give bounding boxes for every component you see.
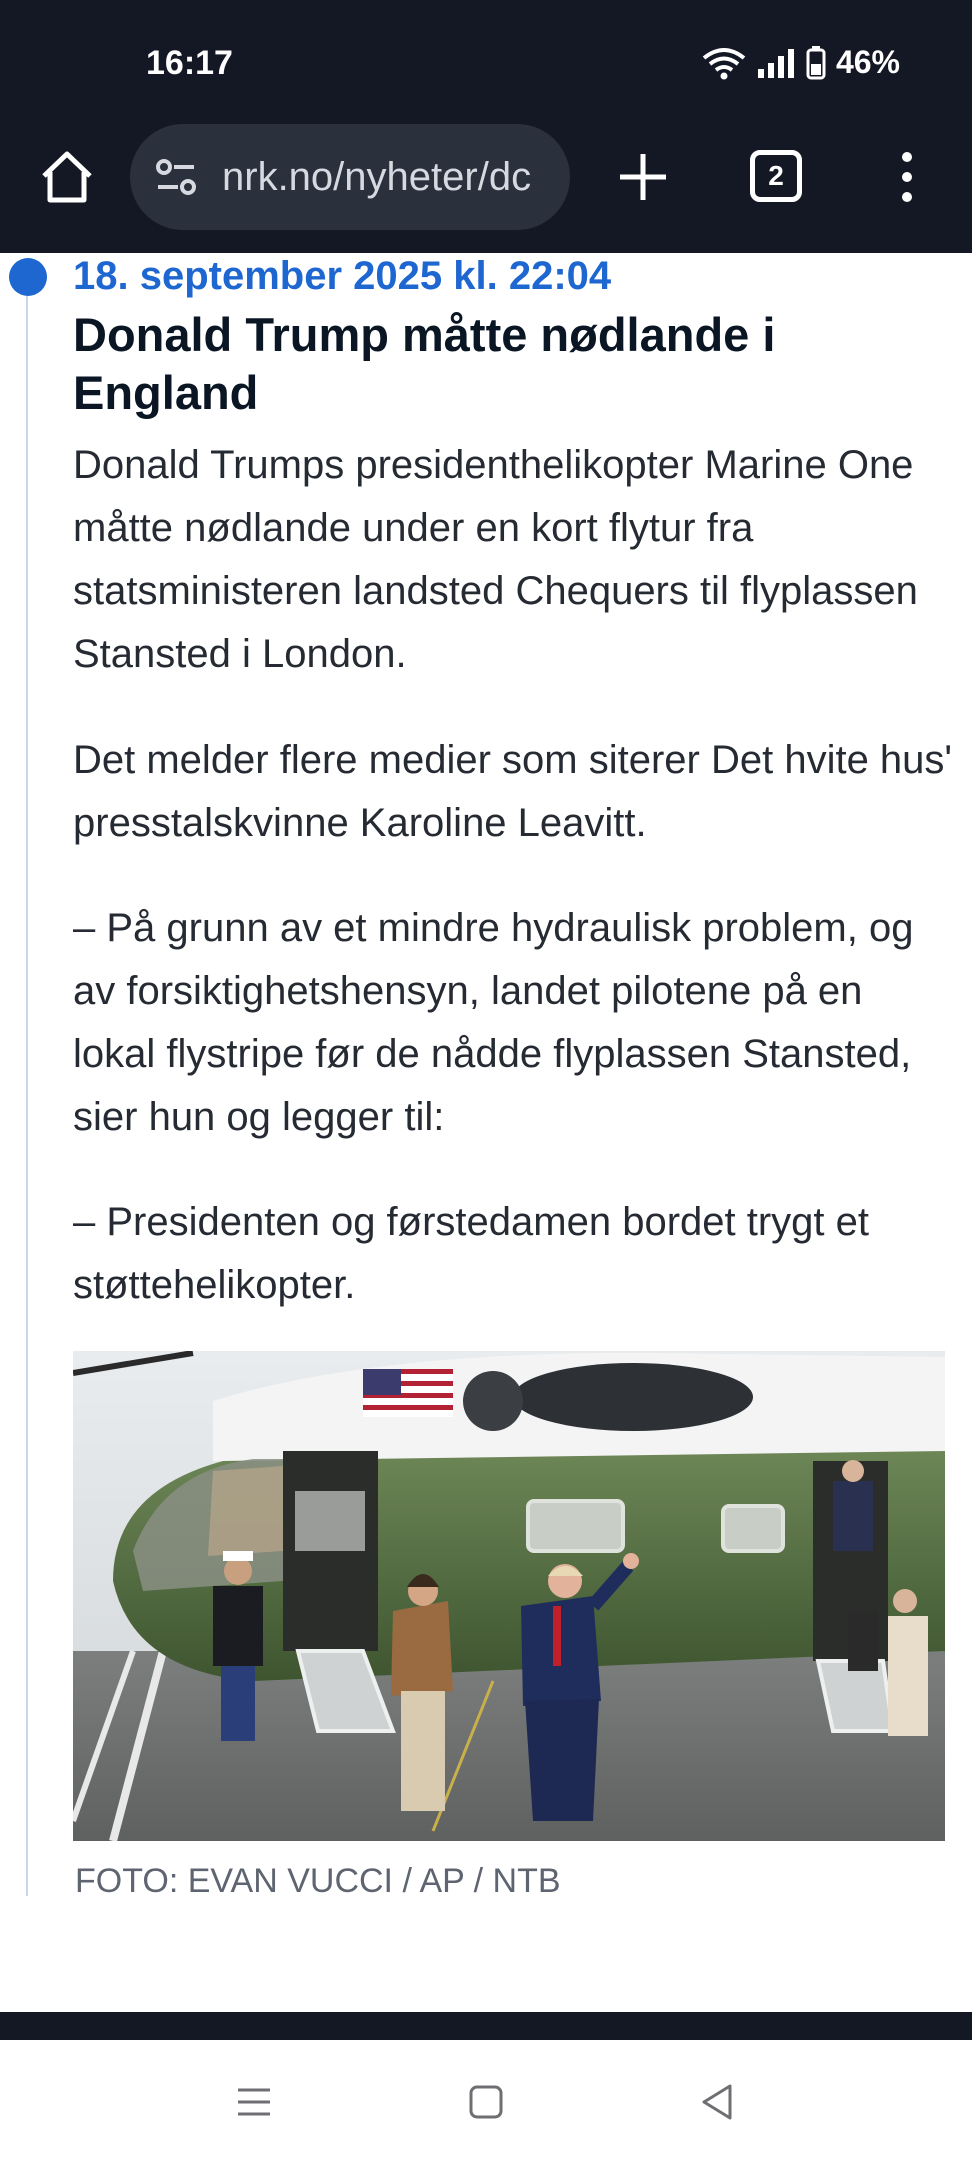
tab-count: 2: [768, 160, 784, 191]
home-icon: [38, 148, 96, 206]
home-button[interactable]: [38, 148, 96, 206]
address-bar[interactable]: [130, 124, 570, 230]
browser-chrome: [0, 0, 972, 253]
system-navigation-bar: [0, 2040, 972, 2160]
article-paragraph: – På grunn av et mindre hydraulisk problem, og av forsiktighetshensyn, landet pilotene på en lokal flystripe før de nådde flyplassen Stansted, sier hun og legger til:: [73, 906, 914, 1139]
article-paragraph: Det melder flere medier som siterer Det hvite hus' presstalskvinne Karoline Leavitt.: [73, 738, 953, 845]
timeline-line: [26, 276, 28, 1896]
battery-percent: 46%: [835, 44, 900, 80]
battery-icon: [806, 46, 826, 80]
helicopter-photo: [73, 1351, 945, 1841]
signal-icon: [756, 47, 796, 79]
timeline-dot: [9, 258, 47, 296]
status-time: 16:17: [146, 44, 233, 82]
more-vert-icon: [890, 150, 924, 204]
footer-strip: [0, 2012, 972, 2040]
recent-apps-icon[interactable]: [230, 2078, 278, 2126]
article-photo[interactable]: [73, 1351, 945, 1841]
plus-icon: [616, 150, 670, 204]
home-square-icon[interactable]: [462, 2078, 510, 2126]
site-settings-icon[interactable]: [152, 153, 200, 201]
new-tab-button[interactable]: [616, 150, 670, 204]
photo-caption: FOTO: EVAN VUCCI / AP / NTB: [75, 1862, 561, 1900]
tab-switcher-button[interactable]: [750, 150, 802, 202]
browser-menu-button[interactable]: [890, 150, 924, 204]
back-icon[interactable]: [694, 2078, 742, 2126]
article-headline: Donald Trump måtte nødlande i England: [73, 308, 776, 419]
post-timestamp: 18. september 2025 kl. 22:04: [73, 254, 612, 298]
url-text[interactable]: nrk.no/nyheter/dc: [222, 154, 532, 199]
status-icons: [702, 44, 900, 81]
article-paragraph: – Presidenten og førstedamen bordet trygt et støttehelikopter.: [73, 1200, 869, 1307]
article-paragraph: Donald Trumps presidenthelikopter Marine One måtte nødlande under en kort flytur fra statsministeren landsted Chequers til flyplassen Stansted i London.: [73, 443, 918, 676]
wifi-icon: [702, 46, 746, 80]
